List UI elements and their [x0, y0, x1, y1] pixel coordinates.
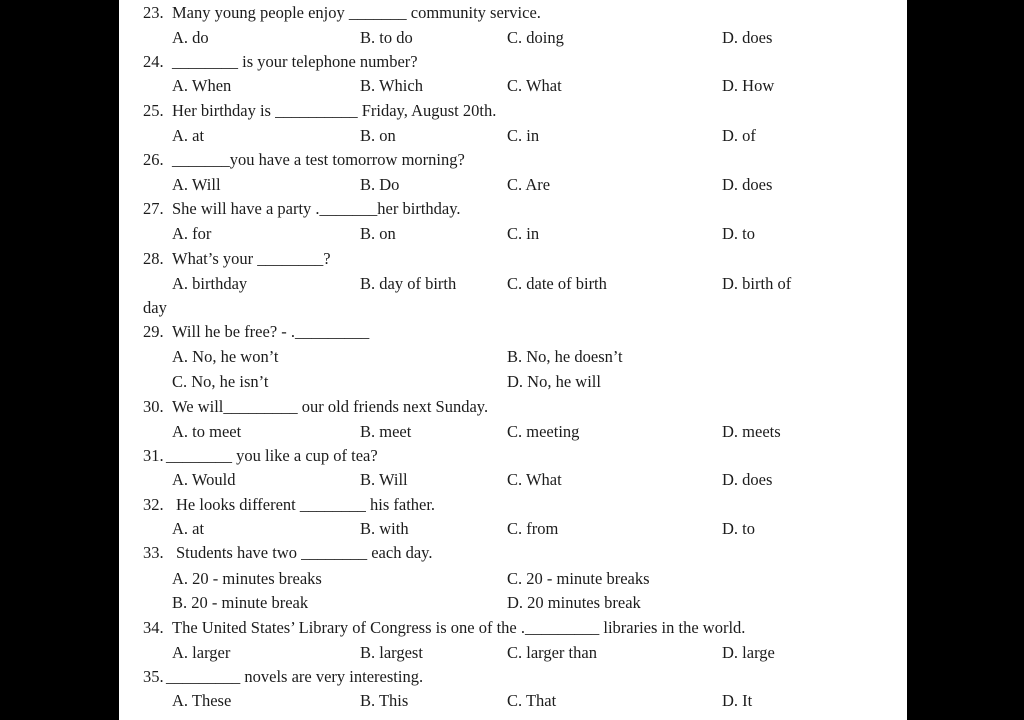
option-d: D. It [722, 691, 753, 710]
option-b: B. Will [360, 470, 408, 489]
option-a: A. 20 - minutes breaks [172, 569, 322, 588]
option-a: A. larger [172, 643, 231, 662]
question-number: 26. [143, 150, 164, 169]
option-c: C. Are [507, 175, 551, 194]
question-stem: Will he be free? - ._________ [172, 322, 370, 341]
question-number: 34. [143, 618, 164, 637]
option-d-wrap: day [143, 298, 167, 317]
question-number: 28. [143, 249, 164, 268]
option-b: B. with [360, 519, 409, 538]
question-number: 25. [143, 101, 164, 120]
option-d: D. of [722, 126, 756, 145]
option-a: A. to meet [172, 422, 242, 441]
option-c: C. 20 - minute breaks [507, 569, 650, 588]
option-b: B. No, he doesn’t [507, 347, 623, 366]
option-d: D. does [722, 28, 773, 47]
question-number: 29. [143, 322, 164, 341]
question-number: 33. [143, 543, 164, 562]
option-d: D. to [722, 224, 755, 243]
question-number: 35. [143, 667, 164, 686]
option-a: A. Would [172, 470, 236, 489]
option-c: C. No, he isn’t [172, 372, 269, 391]
option-d: D. to [722, 519, 755, 538]
option-b: B. on [360, 224, 396, 243]
question-number: 32. [143, 495, 164, 514]
option-c: C. meeting [507, 422, 580, 441]
option-a: A. When [172, 76, 232, 95]
option-b: B. This [360, 691, 409, 710]
option-c: C. That [507, 691, 557, 710]
option-c: C. in [507, 126, 540, 145]
question-stem: _________ novels are very interesting. [166, 667, 424, 686]
option-a: A. do [172, 28, 209, 47]
option-b: B. day of birth [360, 274, 457, 293]
option-c: C. from [507, 519, 559, 538]
option-b: B. to do [360, 28, 413, 47]
worksheet-page [119, 0, 907, 720]
option-c: C. doing [507, 28, 564, 47]
option-d: D. No, he will [507, 372, 601, 391]
option-d: D. 20 minutes break [507, 593, 641, 612]
option-b: B. Do [360, 175, 400, 194]
option-d: D. birth of [722, 274, 792, 293]
option-b: B. meet [360, 422, 412, 441]
question-stem: ________ is your telephone number? [172, 52, 418, 71]
question-stem: What’s your ________? [172, 249, 331, 268]
option-d: D. large [722, 643, 775, 662]
question-number: 31. [143, 446, 164, 465]
question-number: 30. [143, 397, 164, 416]
question-stem: ________ you like a cup of tea? [166, 446, 378, 465]
option-a: A. These [172, 691, 232, 710]
option-a: A. No, he won’t [172, 347, 279, 366]
question-stem: He looks different ________ his father. [176, 495, 436, 514]
question-number: 23. [143, 3, 164, 22]
option-a: A. Will [172, 175, 221, 194]
question-stem: Her birthday is __________ Friday, August 20th. [172, 101, 497, 120]
option-c: C. in [507, 224, 540, 243]
question-stem: We will_________ our old friends next Sunday. [172, 397, 489, 416]
option-b: B. largest [360, 643, 423, 662]
option-a: A. for [172, 224, 212, 243]
question-stem: Many young people enjoy _______ community service. [172, 3, 541, 22]
option-a: A. at [172, 519, 205, 538]
option-c: C. What [507, 470, 562, 489]
option-a: A. birthday [172, 274, 248, 293]
option-d: D. does [722, 470, 773, 489]
question-stem: The United States’ Library of Congress is one of the ._________ libraries in the world. [172, 618, 746, 637]
question-stem: _______you have a test tomorrow morning? [172, 150, 465, 169]
option-c: C. date of birth [507, 274, 607, 293]
option-c: C. What [507, 76, 562, 95]
option-b: B. 20 - minute break [172, 593, 309, 612]
question-stem: She will have a party ._______her birthday. [172, 199, 461, 218]
option-d: D. does [722, 175, 773, 194]
option-a: A. at [172, 126, 205, 145]
question-stem: Students have two ________ each day. [176, 543, 433, 562]
option-d: D. How [722, 76, 775, 95]
option-d: D. meets [722, 422, 781, 441]
question-number: 27. [143, 199, 164, 218]
option-b: B. on [360, 126, 396, 145]
option-b: B. Which [360, 76, 423, 95]
option-c: C. larger than [507, 643, 597, 662]
question-number: 24. [143, 52, 164, 71]
